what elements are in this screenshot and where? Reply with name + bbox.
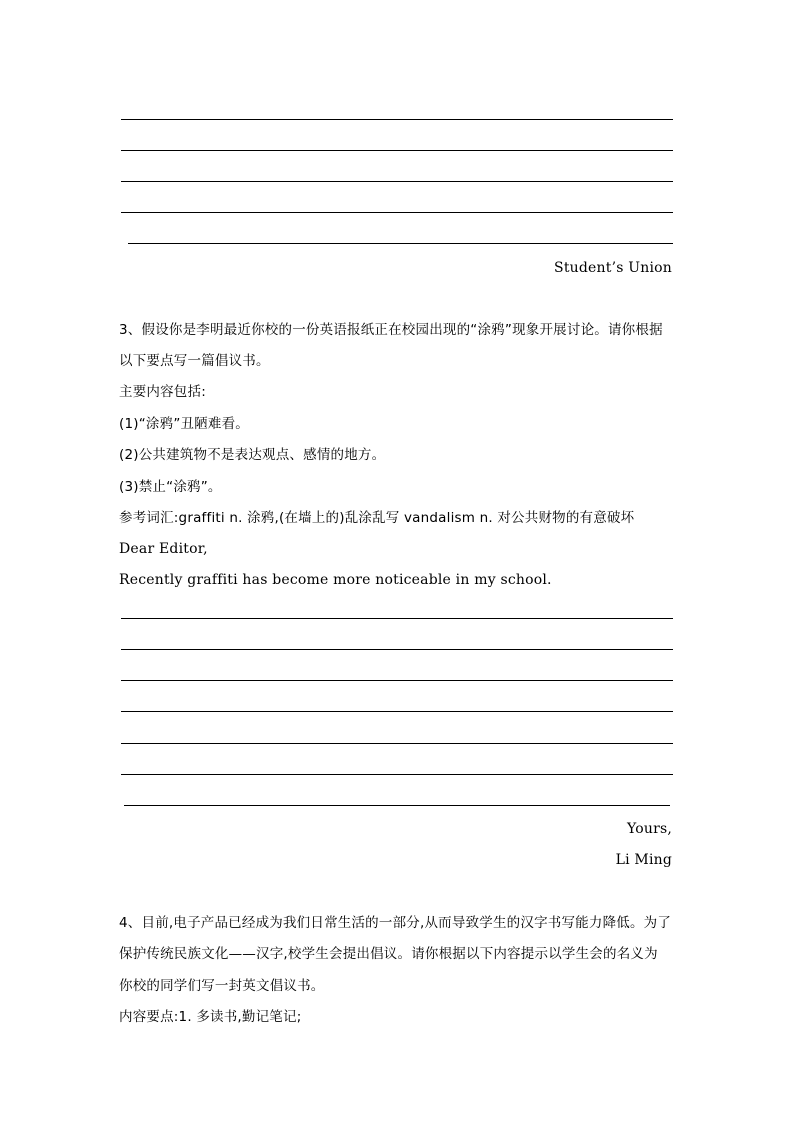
answer-line bbox=[121, 711, 673, 712]
answer-line bbox=[121, 150, 673, 151]
answer-line bbox=[121, 212, 673, 213]
q3-point-1: (1)“涂鸦”丑陋难看。 bbox=[119, 416, 250, 432]
answer-line bbox=[121, 743, 673, 744]
q3-prompt-line2: 以下要点写一篇倡议书。 bbox=[119, 353, 270, 369]
q3-opening-sentence: Recently graffiti has become more noticeable in my school. bbox=[119, 572, 552, 588]
q4-prompt-line2: 保护传统民族文化——汉字,校学生会提出倡议。请你根据以下内容提示以学生会的名义为 bbox=[119, 946, 658, 962]
q3-salutation: Dear Editor, bbox=[119, 541, 208, 557]
q4-prompt-line1: 4、目前,电子产品已经成为我们日常生活的一部分,从而导致学生的汉字书写能力降低。为了 bbox=[119, 915, 672, 931]
q3-prompt-line1: 3、假设你是李明最近你校的一份英语报纸正在校园出现的“涂鸦”现象开展讨论。请你根据 bbox=[119, 322, 663, 338]
q3-point-2: (2)公共建筑物不是表达观点、感情的地方。 bbox=[119, 447, 386, 463]
answer-line bbox=[121, 119, 673, 120]
answer-line bbox=[121, 181, 673, 182]
q3-content-heading: 主要内容包括: bbox=[119, 384, 206, 400]
section2-signature: Student’s Union bbox=[554, 260, 672, 276]
q4-key-points: 内容要点:1. 多读书,勤记笔记; bbox=[119, 1009, 302, 1025]
answer-line bbox=[121, 774, 673, 775]
answer-line bbox=[121, 618, 673, 619]
answer-line bbox=[121, 649, 673, 650]
q4-prompt-line3: 你校的同学们写一封英文倡议书。 bbox=[119, 978, 325, 994]
answer-line bbox=[121, 680, 673, 681]
answer-line bbox=[128, 243, 673, 244]
q3-point-3: (3)禁止“涂鸦”。 bbox=[119, 479, 222, 495]
q3-signature: Li Ming bbox=[615, 852, 672, 868]
q3-closing: Yours, bbox=[627, 821, 672, 837]
answer-line bbox=[124, 805, 670, 806]
q3-vocab: 参考词汇:graffiti n. 涂鸦,(在墙上的)乱涂乱写 vandalism n. 对公共财物的有意破坏 bbox=[119, 510, 635, 526]
